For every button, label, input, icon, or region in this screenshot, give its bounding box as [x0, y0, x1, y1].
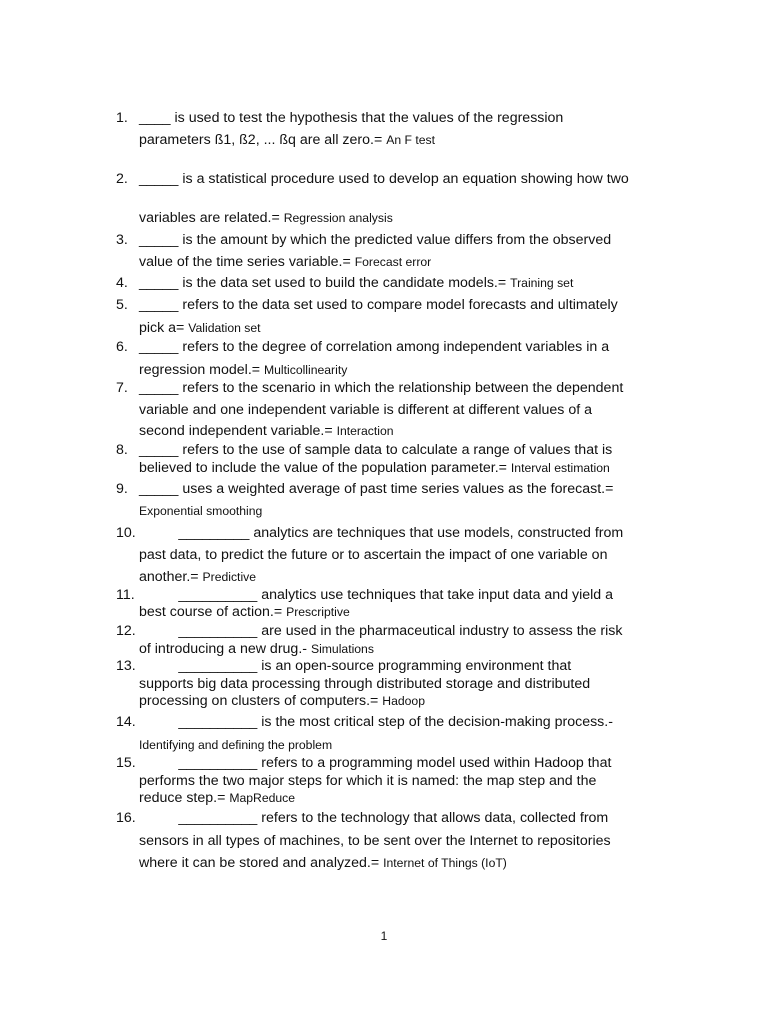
question-text: _____ refers to the scenario in which the relationship between the dependent — [139, 380, 624, 396]
question-text: _____ is the amount by which the predicted value differs from the observed — [139, 232, 612, 248]
question-text: best course of action.= — [139, 604, 287, 620]
question-number: 16. — [116, 810, 136, 826]
question-text: _____ refers to the data set used to compare model forecasts and ultimately — [139, 297, 618, 313]
answer-text: Validation set — [188, 321, 261, 335]
question-text: _________ analytics are techniques that use models, constructed from — [139, 525, 624, 541]
question-line — [139, 693, 425, 710]
question-line — [139, 676, 590, 693]
question-text: __________ are used in the pharmaceutical industry to assess the risk — [139, 623, 623, 639]
question-number: 11. — [116, 587, 135, 603]
question-line — [139, 547, 607, 564]
question-line — [139, 623, 622, 640]
question-text: pick a= — [139, 320, 189, 336]
question-line — [139, 210, 393, 227]
question-line — [139, 604, 350, 621]
question-number: 9. — [116, 481, 128, 497]
question-number: 6. — [116, 339, 128, 355]
question-text: past data, to predict the future or to ascertain the impact of one variable on — [139, 547, 608, 563]
question-line — [139, 110, 563, 127]
question-line — [139, 320, 261, 337]
answer-text: Simulations — [310, 642, 374, 656]
question-line — [139, 380, 623, 397]
question-text: regression model.= — [139, 362, 264, 378]
question-number: 2. — [116, 171, 128, 187]
question-text: __________ refers to the technology that allows data, collected from — [139, 810, 609, 826]
answer-text: Exponential smoothing — [139, 504, 263, 518]
question-line — [139, 810, 608, 827]
question-text: another.= — [139, 569, 203, 585]
answer-text: Interaction — [336, 424, 394, 438]
answer-text: Interval estimation — [510, 461, 610, 475]
question-number: 14. — [116, 714, 136, 730]
answer-text: Prescriptive — [286, 605, 350, 619]
question-line — [139, 297, 618, 314]
question-text: second independent variable.= — [139, 423, 337, 439]
question-line — [139, 587, 613, 604]
question-line — [139, 423, 394, 440]
question-text: __________ analytics use techniques that take input data and yield a — [139, 587, 614, 603]
question-line — [139, 755, 611, 772]
question-line — [139, 658, 571, 675]
question-text: parameters ß1, ß2, ... ßq are all zero.= — [139, 132, 387, 148]
question-number: 13. — [116, 658, 136, 674]
question-line — [139, 714, 613, 731]
answer-text: Hadoop — [382, 694, 425, 708]
question-number: 3. — [116, 232, 128, 248]
question-line — [139, 460, 610, 477]
answer-text: Forecast error — [354, 255, 432, 269]
question-line — [139, 402, 592, 419]
question-line — [139, 232, 611, 249]
question-text: variables are related.= — [139, 210, 284, 226]
question-text: performs the two major steps for which it is named: the map step and the — [139, 773, 597, 789]
question-text: processing on clusters of computers.= — [139, 693, 383, 709]
page-number: 1 — [380, 929, 388, 943]
question-number: 10. — [116, 525, 136, 541]
question-text: __________ is the most critical step of the decision-making process.- — [139, 714, 613, 730]
question-text: _____ refers to the degree of correlation among independent variables in a — [139, 339, 610, 355]
question-text: _____ uses a weighted average of past time series values as the forecast.= — [139, 481, 614, 497]
question-line — [139, 481, 613, 498]
question-text: _____ is a statistical procedure used to develop an equation showing how two — [139, 171, 629, 187]
question-text: supports big data processing through distributed storage and distributed — [139, 676, 591, 692]
question-number: 12. — [116, 623, 136, 639]
question-line — [139, 442, 612, 459]
question-number: 8. — [116, 442, 128, 458]
question-text: ____ is used to test the hypothesis that the values of the regression — [139, 110, 564, 126]
question-line — [139, 833, 611, 850]
answer-text: Training set — [510, 276, 574, 290]
question-line — [139, 525, 623, 542]
question-line — [139, 855, 507, 872]
question-text: __________ refers to a programming model used within Hadoop that — [139, 755, 612, 771]
answer-text: Regression analysis — [283, 211, 393, 225]
answer-text: Predictive — [202, 570, 257, 584]
question-number: 7. — [116, 380, 128, 396]
question-text: __________ is an open-source programming environment that — [139, 658, 572, 674]
question-line — [139, 790, 295, 807]
question-number: 4. — [116, 275, 128, 291]
question-line — [139, 339, 609, 356]
question-line — [139, 641, 374, 658]
question-text: _____ refers to the use of sample data to calculate a range of values that is — [139, 442, 613, 458]
answer-text: Internet of Things (IoT) — [383, 856, 507, 870]
answer-text: Identifying and defining the problem — [139, 738, 333, 752]
question-line — [139, 254, 431, 271]
question-number: 5. — [116, 297, 128, 313]
answer-text: An F test — [386, 133, 435, 147]
question-number: 1. — [116, 110, 128, 126]
question-line — [139, 171, 629, 188]
question-number: 15. — [116, 755, 136, 771]
question-text: reduce step.= — [139, 790, 230, 806]
question-text: variable and one independent variable is different at different values of a — [139, 402, 593, 418]
question-line — [139, 773, 596, 790]
question-line — [139, 275, 573, 292]
question-text: _____ is the data set used to build the candidate models.= — [139, 275, 511, 291]
question-line — [139, 132, 435, 149]
question-text: of introducing a new drug.- — [139, 641, 311, 657]
question-line — [139, 737, 332, 754]
answer-text: MapReduce — [229, 791, 296, 805]
question-text: value of the time series variable.= — [139, 254, 355, 270]
question-line — [139, 503, 262, 520]
question-line — [139, 362, 347, 379]
answer-text: Multicollinearity — [264, 363, 348, 377]
question-text: sensors in all types of machines, to be sent over the Internet to repositories — [139, 833, 611, 849]
question-text: where it can be stored and analyzed.= — [139, 855, 384, 871]
question-text: believed to include the value of the population parameter.= — [139, 460, 511, 476]
question-line — [139, 569, 256, 586]
